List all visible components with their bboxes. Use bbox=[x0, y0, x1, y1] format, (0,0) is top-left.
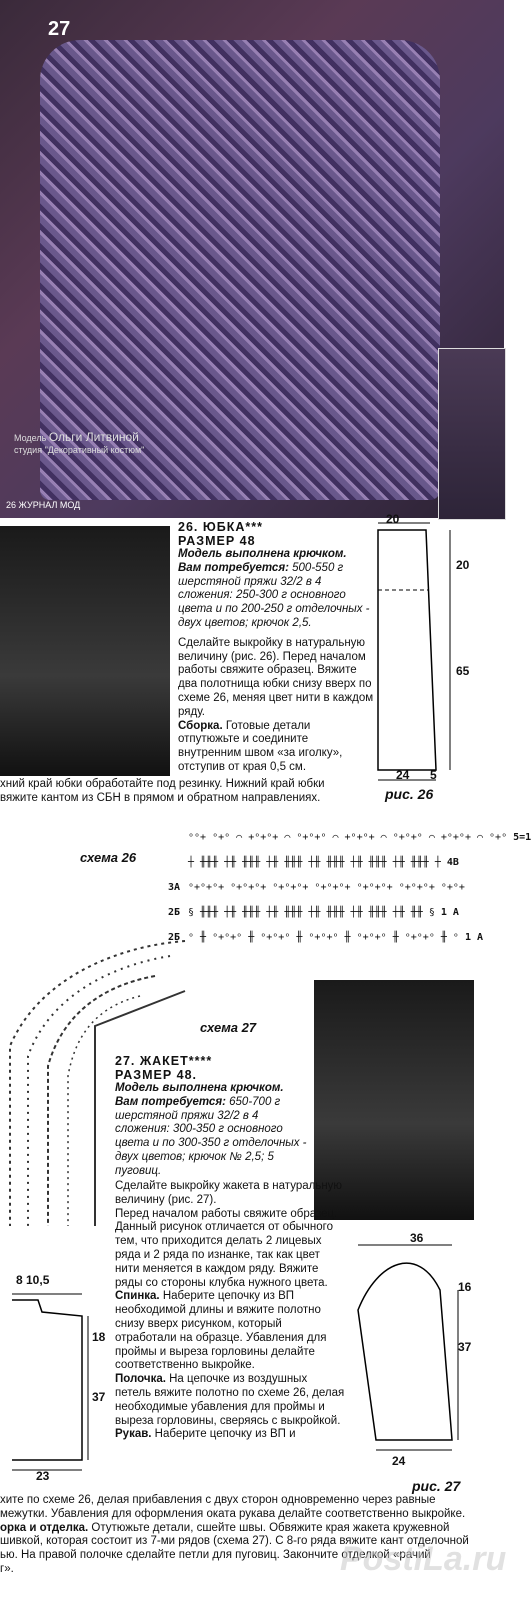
jacket-line-e: ью. На правой полочке сделайте петли для пуговиц. Закончите отделкой «рачий bbox=[0, 1549, 431, 1562]
skirt-dim-bottom-a: 24 bbox=[396, 768, 410, 782]
skirt-dim-bottom-b: 5 bbox=[430, 768, 437, 782]
watermark: PostiLa.ru bbox=[340, 1540, 507, 1578]
jacket-title: 27. ЖАКЕТ**** bbox=[115, 1054, 213, 1068]
jacket-sleeve-pattern bbox=[348, 1240, 504, 1470]
jacket-line-c: Отутюжьте детали, сшейте швы. Обвяжите края жакета кружевной bbox=[88, 1521, 450, 1534]
jacket-sleeve-label: Рукав. bbox=[115, 1428, 152, 1441]
jacket-instructions-body bbox=[115, 1180, 345, 1442]
scheme-26-row: 3А ᵒ+ᵒ+ᵒ+ ᵒ+ᵒ+ᵒ+ ᵒ+ᵒ+ᵒ+ ᵒ+ᵒ+ᵒ+ ᵒ+ᵒ+ᵒ+ ᵒ+ᵒ+ᵒ+ ᵒ+ᵒ+ bbox=[168, 882, 465, 893]
skirt-pattern-diagram bbox=[370, 515, 504, 805]
jacket-p1: Сделайте выкройку жакета в натуральную величину (рис. 27). bbox=[115, 1180, 343, 1206]
jacket-need-label: Вам потребуется: bbox=[115, 1095, 226, 1108]
inset-photo bbox=[438, 348, 506, 520]
jacket-sleeve-dim-bottom: 24 bbox=[392, 1454, 406, 1468]
jacket-front-text: На цепочке из воздушных петель вяжите полотно по схеме 26, делая необходимые убавления для проймы и выреза горловины, сверяясь с выкройкой. bbox=[115, 1373, 345, 1427]
jacket-front-label: Полочка. bbox=[115, 1373, 166, 1386]
jacket-instructions bbox=[115, 1054, 313, 1179]
jacket-line-d: шивкой, которая состоит из 7-ми рядов (схема 27). С 8-го ряда вяжите кант отделочной bbox=[0, 1535, 469, 1548]
jacket-back-label: Спинка. bbox=[115, 1290, 160, 1303]
scheme-26-row: ᵒᵒ+ ᵒ+ᵒ ⌒ +ᵒ+ᵒ+ ⌒ ᵒ+ᵒ+ᵒ ⌒ +ᵒ+ᵒ+ ⌒ ᵒ+ᵒ+ᵒ ⌒ +ᵒ+ᵒ+ ⌒ ᵒ+ᵒ 5=1 bbox=[188, 832, 531, 843]
jacket-body-dim-side-top: 18 bbox=[92, 1330, 106, 1344]
scheme-27-title: схема 27 bbox=[200, 1020, 257, 1035]
scheme-26-row: ┼ ╫╫╫ ┼╫ ╫╫╫ ┼╫ ╫╫╫ ┼╫ ╫╫╫ ┼╫ ╫╫╫ ┼╫ ╫╫╫ ┼ 4В bbox=[188, 857, 459, 868]
journal-label: 26 ЖУРНАЛ МОД bbox=[6, 500, 81, 510]
skirt-dim-right-top: 20 bbox=[456, 558, 470, 572]
skirt-model-photo bbox=[0, 526, 170, 776]
scheme-26-title: схема 26 bbox=[80, 850, 137, 865]
skirt-assembly-label: Сборка. bbox=[178, 719, 223, 732]
jacket-line-b: межутки. Убавления для оформления оката рукава делайте соответственно выкройке. bbox=[0, 1507, 466, 1520]
jacket-line-f: г». bbox=[0, 1562, 14, 1575]
skirt-size: РАЗМЕР 48 bbox=[178, 534, 256, 548]
scheme-26-chart bbox=[168, 825, 531, 950]
jacket-model: Модель выполнена крючком. bbox=[115, 1082, 284, 1094]
skirt-dim-right: 65 bbox=[456, 664, 470, 678]
skirt-need-label: Вам потребуется: bbox=[178, 561, 289, 574]
skirt-assembly-text: Готовые детали отпутюжьте и соедините внутренним швом «за иголку», отступив от края 0,5 см. bbox=[178, 719, 343, 773]
jacket-figure-label: рис. 27 bbox=[412, 1478, 461, 1494]
jacket-back-text: Наберите цепочку из ВП необходимой длины и вяжите полотно снизу вверх рисунком, который отработали на образце. Убавления для проймы и выреза горловины делайте соответственно выкройке. bbox=[115, 1290, 327, 1372]
skirt-dim-top: 20 bbox=[386, 512, 400, 526]
jacket-size: РАЗМЕР 48. bbox=[115, 1068, 198, 1082]
jacket-body-dim-top: 8 10,5 bbox=[16, 1273, 50, 1287]
jacket-body-dim-side: 37 bbox=[92, 1390, 106, 1404]
jacket-sleeve-dim-top: 36 bbox=[410, 1231, 424, 1245]
skirt-instructions bbox=[178, 520, 374, 775]
jacket-line-a: хите по схеме 26, делая прибавления с двух сторон одновременно через равные bbox=[0, 1494, 436, 1506]
jacket-need-text: 650-700 г шерстяной пряжи 32/2 в 4 сложения: 300-350 г основного цвета и по 300-350 г отделочных - двух цветов; крючок № 2,5; 5 пуговиц. bbox=[115, 1095, 307, 1177]
scheme-26-row: 2Б ᵒ ╫ ᵒ+ᵒ+ᵒ ╫ ᵒ+ᵒ+ᵒ ╫ ᵒ+ᵒ+ᵒ ╫ ᵒ+ᵒ+ᵒ ╫ ᵒ+ᵒ+ᵒ ╫ ᵒ 1 А bbox=[168, 932, 484, 943]
skirt-title: 26. ЮБКА*** bbox=[178, 520, 263, 534]
skirt-need-text: 500-550 г шерстяной пряжи 32/2 в 4 сложения: 250-300 г основного цвета и по 200-250 г отделочных - двух цветов; крючок 2,5. bbox=[178, 561, 370, 629]
skirt-model: Модель выполнена крючком. bbox=[178, 548, 347, 560]
photo-caption: Модель Ольги Литвиной студия "Декоративный костюм" bbox=[14, 430, 145, 455]
scheme-26-row: 2Б § ╫╫╫ ┼╫ ╫╫╫ ┼╫ ╫╫╫ ┼╫ ╫╫╫ ┼╫ ╫╫╫ ┼╫ ╫╫ § 1 А bbox=[168, 907, 459, 918]
jacket-body-pattern bbox=[0, 1270, 115, 1480]
skirt-tail-2: вяжите кантом из СБН в прямом и обратном направлениях. bbox=[0, 792, 321, 804]
jacket-sleeve-dim-right: 37 bbox=[458, 1340, 472, 1354]
skirt-tail-1: хний край юбки обработайте под резинку. Нижний край юбки bbox=[0, 778, 325, 790]
skirt-figure-label: рис. 26 bbox=[385, 786, 434, 802]
jacket-p2: Перед началом работы свяжите образец. Данный рисунок отличается от обычного тем, что приходится делать 2 лицевых ряда и 2 ряда по изнанке, так как цвет нити меняется в каждом ряду. Вяжите ряды со стороны клубка нужного цвета. bbox=[115, 1207, 338, 1289]
jacket-finishing-label: орка и отделка. bbox=[0, 1521, 89, 1534]
page-number: 27 bbox=[48, 18, 71, 40]
fashion-photo bbox=[0, 0, 504, 518]
skirt-body: Сделайте выкройку в натуральную величину (рис. 26). Перед началом работы свяжите образец. Вяжите два полотнища юбки снизу вверх по схеме 26, меняя цвет нити в каждом ряду. bbox=[178, 636, 374, 718]
jacket-body-dim-bottom: 23 bbox=[36, 1469, 50, 1483]
jacket-sleeve-text: Наберите цепочку из ВП и bbox=[151, 1428, 296, 1441]
jacket-sleeve-dim-right-top: 16 bbox=[458, 1280, 472, 1294]
